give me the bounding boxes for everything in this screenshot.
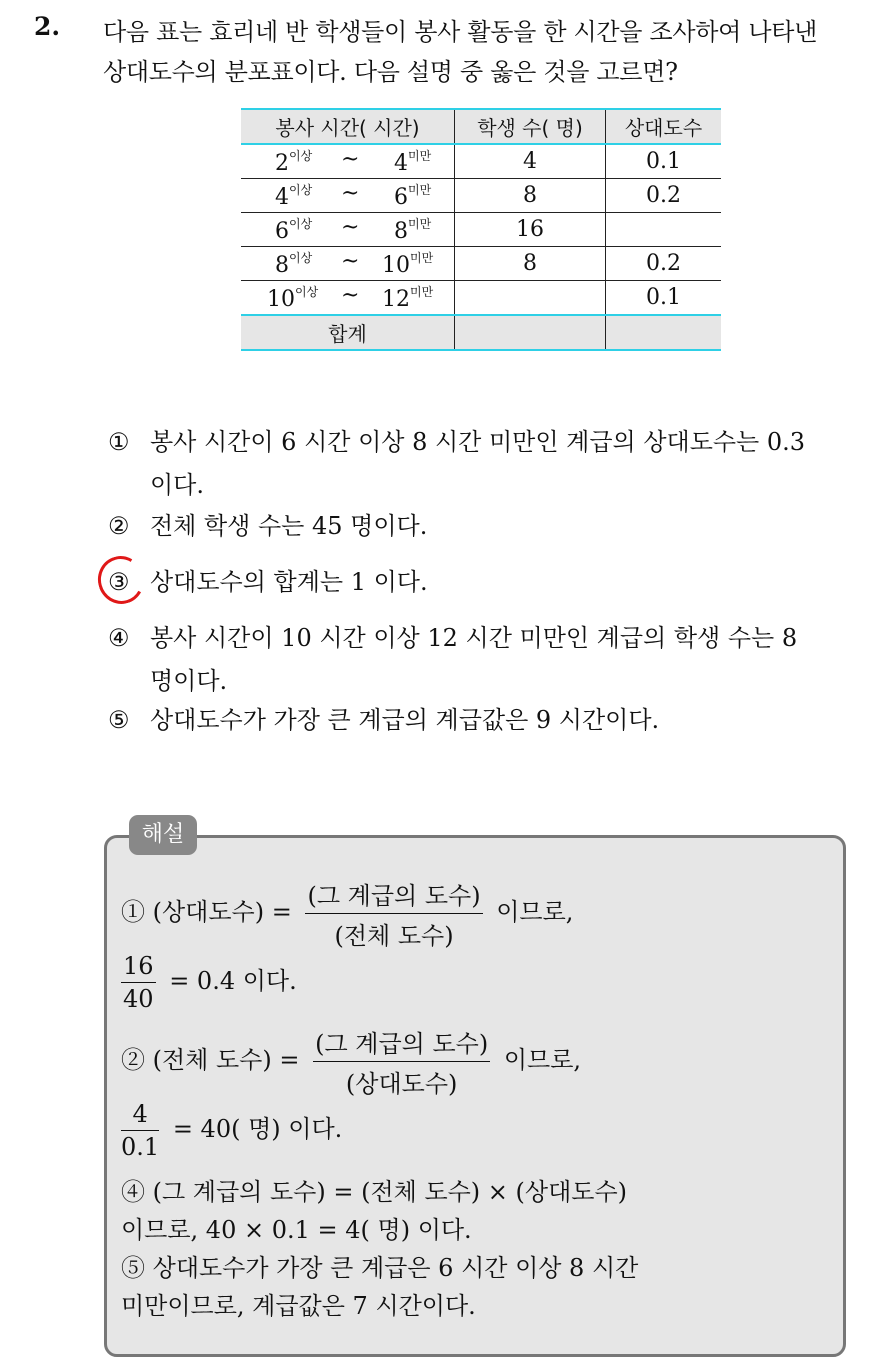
choice-number: ① [108, 428, 130, 456]
solution-step-5-cont: 미만이므로, 계급값은 7 시간이다. [121, 1292, 476, 1320]
header-service-time: 봉사 시간( 시간) [275, 116, 420, 140]
student-count-cell: 4 [455, 144, 606, 179]
choice-3[interactable] [108, 562, 428, 597]
student-count-cell: 8 [455, 247, 606, 281]
choice-text: 상대도수의 합계는 1 이다. [150, 568, 428, 596]
question-text [103, 12, 873, 92]
solution-box [104, 835, 846, 1357]
red-circle-answer-mark [93, 551, 150, 609]
solution-step-1: ① (상대도수) = $\frac{\text{(그 계급의 도수)}}{\text{(전체 도수)}}$ 이므로, [121, 876, 573, 951]
solution-step-1-result: $\frac{16}{40}$ = 0.4 이다. [123, 952, 297, 1013]
total-label: 합계 [328, 322, 367, 346]
choice-number: ② [108, 512, 130, 540]
frequency-table [241, 108, 721, 351]
relative-frequency-cell: 0.1 [606, 144, 722, 179]
choice-number: ④ [108, 624, 130, 652]
header-student-count: 학생 수( 명) [455, 109, 606, 144]
table-row [241, 247, 721, 281]
total-count-cell [455, 315, 606, 350]
table-row [241, 179, 721, 213]
table-row [241, 281, 721, 316]
class-interval: $10^{이상}$ ~ $12^{미만}$ [267, 283, 434, 312]
solution-step-4: ④ (그 계급의 도수) = (전체 도수) × (상대도수) [121, 1178, 628, 1206]
question-line-2: 상대도수의 분포표이다. 다음 설명 중 옳은 것을 고르면? [103, 58, 678, 86]
class-interval: $4^{이상}$ ~ $6^{미만}$ [275, 181, 432, 210]
table-total-row [241, 315, 721, 350]
choice-text: 봉사 시간이 6 시간 이상 8 시간 미만인 계급의 상대도수는 0.3 [150, 428, 806, 456]
choice-text-continued: 명이다. [150, 667, 228, 695]
choice-2[interactable] [108, 506, 427, 541]
choice-5[interactable] [108, 700, 659, 735]
student-count-cell [455, 281, 606, 316]
choice-text: 상대도수가 가장 큰 계급의 계급값은 9 시간이다. [150, 706, 660, 734]
solution-step-4-cont: 이므로, 40 × 0.1 = 4( 명) 이다. [121, 1216, 472, 1244]
choice-text-continued: 이다. [150, 471, 204, 499]
choice-number: ③ [108, 568, 130, 596]
choice-text: 봉사 시간이 10 시간 이상 12 시간 미만인 계급의 학생 수는 8 [150, 624, 798, 652]
student-count-cell: 8 [455, 179, 606, 213]
relative-frequency-cell: 0.1 [606, 281, 722, 316]
student-count-cell: 16 [455, 213, 606, 247]
choice-1[interactable] [108, 422, 805, 500]
solution-step-2: ② (전체 도수) = $\frac{\text{(그 계급의 도수)}}{\text{(상대도수)}}$ 이므로, [121, 1024, 581, 1099]
header-relative-frequency: 상대도수 [606, 109, 722, 144]
choice-4[interactable] [108, 618, 797, 696]
choice-text: 전체 학생 수는 45 명이다. [150, 512, 428, 540]
solution-step-5: ⑤ 상대도수가 가장 큰 계급은 6 시간 이상 8 시간 [121, 1254, 639, 1282]
question-line-1: 다음 표는 효리네 반 학생들이 봉사 활동을 한 시간을 조사하여 나타낸 [103, 18, 818, 46]
relative-frequency-cell [606, 213, 722, 247]
class-interval: $6^{이상}$ ~ $8^{미만}$ [275, 215, 432, 244]
class-interval: $2^{이상}$ ~ $4^{미만}$ [275, 147, 432, 176]
table-header-row [241, 109, 721, 144]
relative-frequency-cell: 0.2 [606, 247, 722, 281]
relative-frequency-cell: 0.2 [606, 179, 722, 213]
solution-tag: 해설 [129, 815, 197, 855]
table-row [241, 213, 721, 247]
table-row [241, 144, 721, 179]
solution-step-2-result: $\frac{4}{0.1}$ = 40( 명) 이다. [121, 1100, 343, 1161]
total-relative-frequency-cell [606, 315, 722, 350]
question-number: 2. [34, 12, 61, 41]
choice-number: ⑤ [108, 706, 130, 734]
class-interval: $8^{이상}$ ~ $10^{미만}$ [275, 249, 434, 278]
